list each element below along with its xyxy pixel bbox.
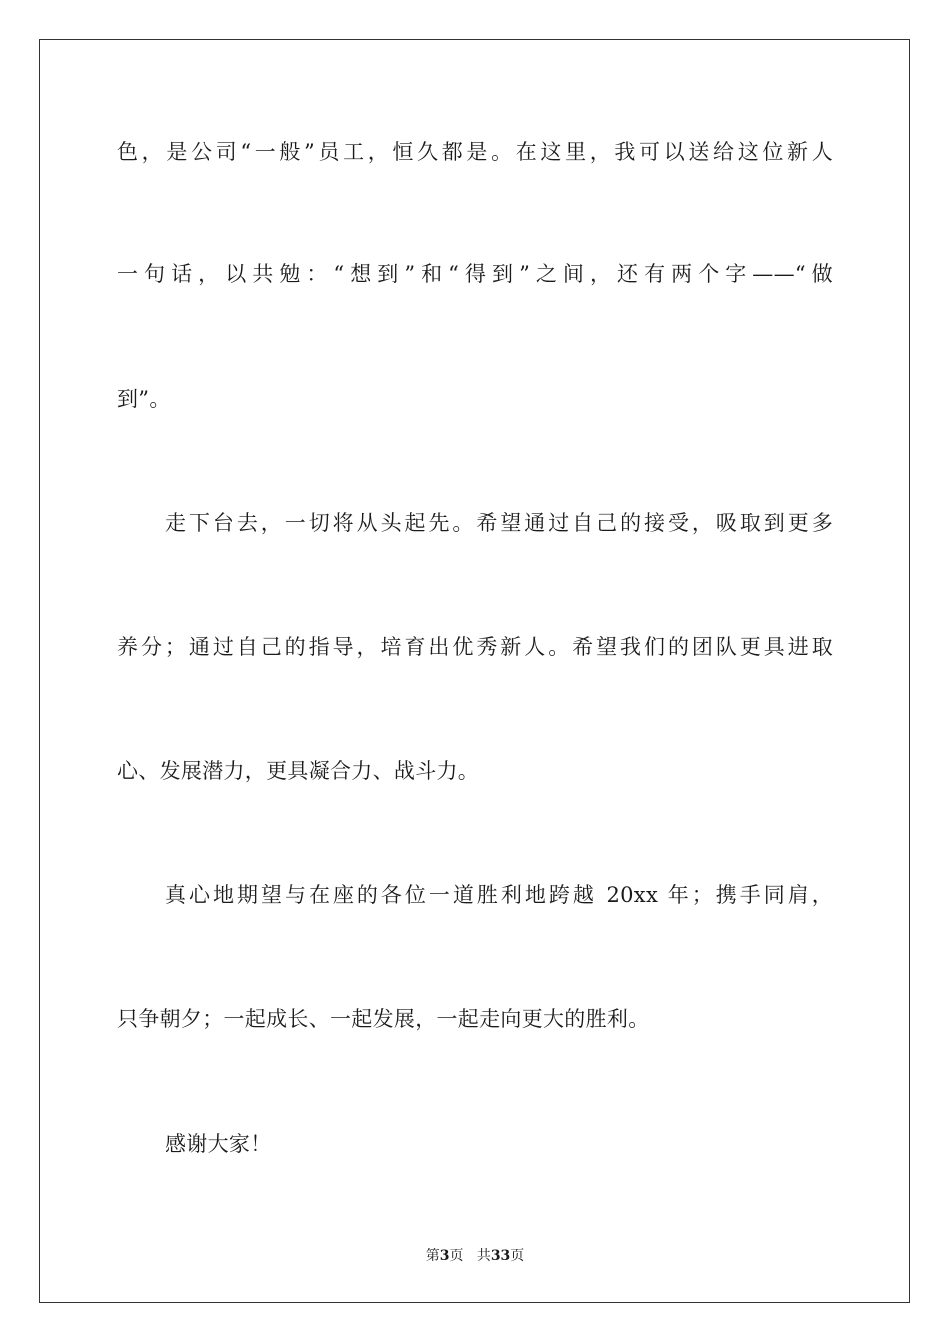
page-footer	[0, 1246, 950, 1266]
paragraph-line-4: 走下台去，一切将从头起先。希望通过自己的接受，吸取到更多	[165, 511, 833, 535]
page-border	[39, 39, 910, 1303]
paragraph-line-5: 养分；通过自己的指导，培育出优秀新人。希望我们的团队更具进取	[117, 635, 833, 659]
paragraph-line-6: 心、发展潜力，更具凝合力、战斗力。	[117, 759, 480, 783]
paragraph-line-3: 到”。	[117, 387, 171, 411]
footer-page-suffix: 页	[449, 1248, 464, 1264]
paragraph-line-2: 一句话，以共勉：“想到”和“得到”之间，还有两个字——“做	[117, 262, 833, 286]
paragraph-line-1: 色，是公司“一般”员工，恒久都是。在这里，我可以送给这位新人	[117, 140, 833, 164]
footer-page-number: 3	[439, 1248, 450, 1264]
footer-page-prefix: 第	[425, 1248, 440, 1264]
paragraph-line-7: 真心地期望与在座的各位一道胜利地跨越 20xx 年；携手同肩，	[165, 883, 833, 907]
footer-total-pages: 33	[490, 1248, 511, 1264]
paragraph-line-9: 感谢大家！	[165, 1132, 272, 1156]
footer-total-suffix: 页	[510, 1248, 525, 1264]
paragraph-line-8: 只争朝夕；一起成长、一起发展，一起走向更大的胜利。	[117, 1007, 650, 1031]
footer-total-prefix: 共	[476, 1248, 491, 1264]
